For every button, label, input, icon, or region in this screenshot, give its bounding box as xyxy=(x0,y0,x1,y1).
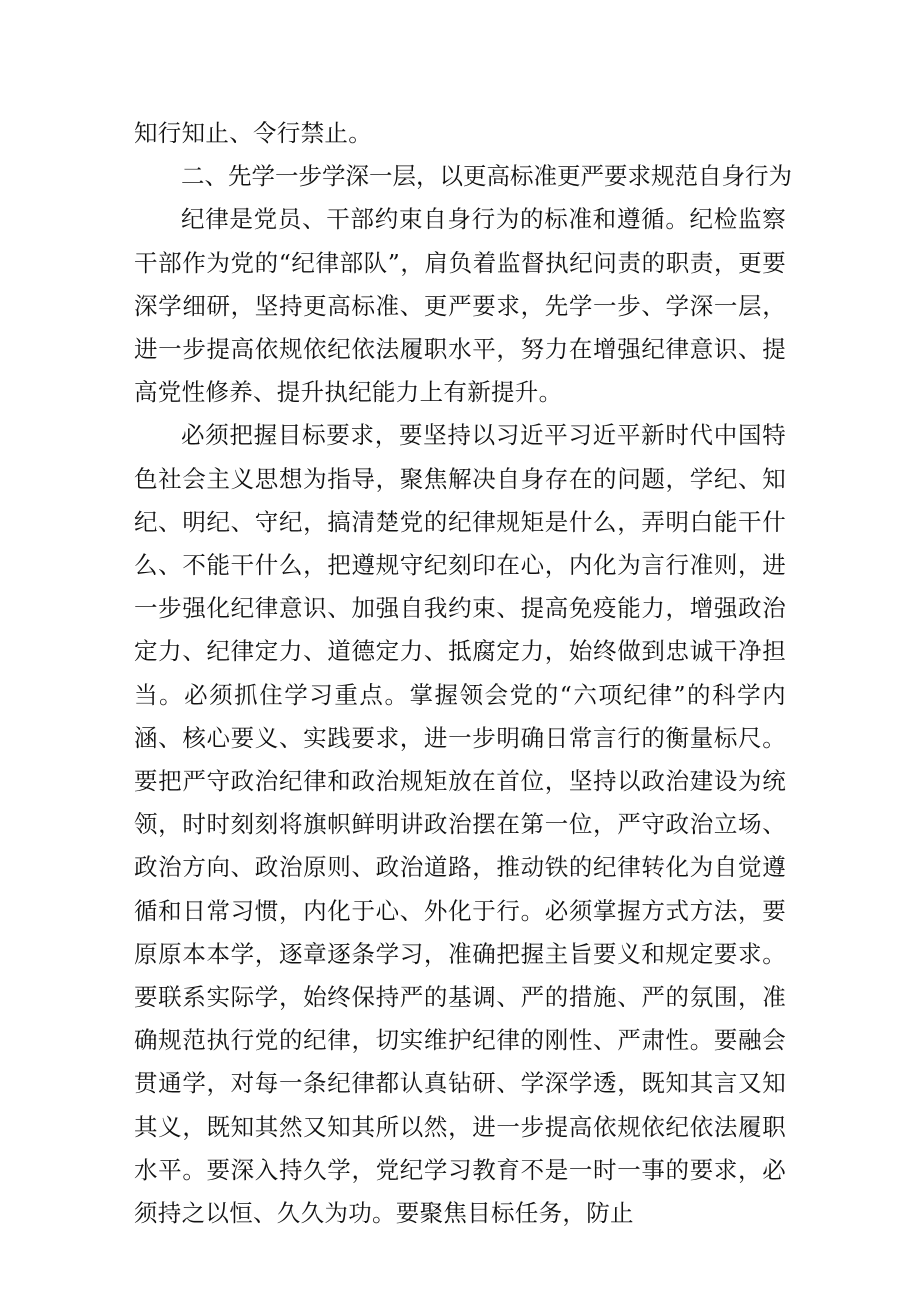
continuation-paragraph: 知行知止、令行禁止。 xyxy=(134,119,372,147)
section-heading: 二、先学一步学深一层，以更高标准更严要求规范自身行为 xyxy=(181,162,792,191)
body-paragraph-2: 必须把握目标要求，要坚持以习近平习近平新时代中国特色社会主义思想为指导，聚焦解决自身存在的问题，学纪、知纪、明纪、守纪，搞清楚党的纪律规矩是什么，弄明白能干什么、不能干什么，把遵规守纪刻印在心，内化为言行准则，进一步强化纪律意识、加强自我约束、提高免疫能力，增强政治定力、纪律定力、道德定力、抵腐定力，始终做到忠诚干净担当。必须抓住学习重点。掌握领会党的“六项纪律”的科学内涵、核心要义、实践要求，进一步明确日常言行的衡量标尺。要把严守政治纪律和政治规矩放在首位，坚持以政治建设为统领，时时刻刻将旗帜鲜明讲政治摆在第一位，严守政治立场、政治方向、政治原则、政治道路，推动铁的纪律转化为自觉遵循和日常习惯，内化于心、外化于行。必须掌握方式方法，要原原本本学，逐章逐条学习，准确把握主旨要义和规定要求。要联系实际学，始终保持严的基调、严的措施、严的氛围，准确规范执行党的纪律，切实维护纪律的刚性、严肃性。要融会贯通学，对每一条纪律都认真钻研、学深学透，既知其言又知其义，既知其然又知其所以然，进一步提高依规依纪依法履职水平。要深入持久学，党纪学习教育不是一时一事的要求，必须持之以恒、久久为功。要聚焦目标任务，防止 xyxy=(134,421,786,1228)
document-body xyxy=(134,112,792,1235)
body-paragraph-1: 纪律是党员、干部约束自身行为的标准和遵循。纪检监察干部作为党的“纪律部队”，肩负着监督执纪问责的职责，更要深学细研，坚持更高标准、更严要求，先学一步、学深一层，进一步提高依规依纪依法履职水平，努力在增强纪律意识、提高党性修养、提升执纪能力上有新提升。 xyxy=(134,205,786,407)
